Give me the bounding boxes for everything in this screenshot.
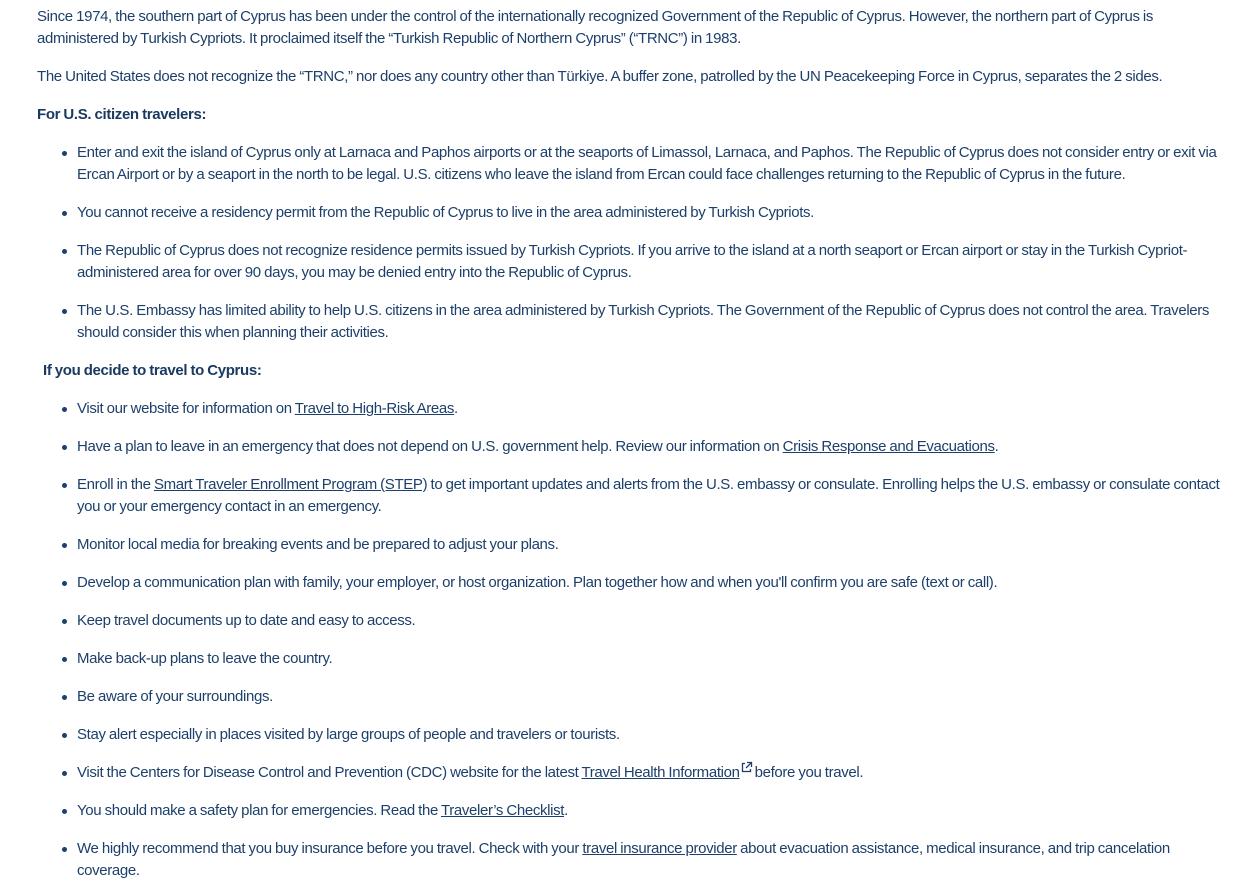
list-item <box>77 398 1229 420</box>
bullet-icon <box>62 151 67 156</box>
list-item <box>77 436 1229 458</box>
list-item <box>77 648 1229 670</box>
list-item-text: The Republic of Cyprus does not recognize residence permits issued by Turkish Cypriots. If you arrive to the island at a north seaport or Ercan airport or stay in the Turkish Cypriot-administered area for over 90 days, you may be denied entry into the Republic of Cyprus. <box>77 242 1188 281</box>
bullet-icon <box>62 407 67 412</box>
intro-paragraph-2: The United States does not recognize the “TRNC,” nor does any country other than Türkiye. A buffer zone, patrolled by the UN Peacekeeping Force in Cyprus, separates the 2 sides. <box>37 68 1163 85</box>
list-item-text: . <box>564 802 568 819</box>
list-item <box>77 142 1229 186</box>
list-item <box>77 240 1229 284</box>
travel-decision-heading: If you decide to travel to Cyprus: <box>43 362 262 379</box>
list-item <box>77 572 1229 594</box>
intro-paragraph-1: Since 1974, the southern part of Cyprus has been under the control of the internationally recognized Government of the Republic of Cyprus. However, the northern part of Cyprus is administered by Turkish Cypriots. It proclaimed itself the “Turkish Republic of Northern Cyprus” (“TRNC”) in 1983. <box>37 8 1154 47</box>
bullet-icon <box>62 581 67 586</box>
high-risk-areas-link[interactable]: Travel to High-Risk Areas <box>294 400 455 417</box>
list-item <box>77 800 1229 822</box>
travelers-checklist-link[interactable]: Traveler’s Checklist <box>440 802 565 819</box>
bullet-icon <box>62 733 67 738</box>
bullet-icon <box>62 543 67 548</box>
list-item <box>77 610 1229 632</box>
bullet-icon <box>62 657 67 662</box>
list-item <box>77 534 1229 556</box>
travel-recommendations-list <box>37 398 1229 882</box>
list-item-text: Visit our website for information on <box>77 400 295 417</box>
list-item <box>77 838 1229 882</box>
list-item-text: Develop a communication plan with family, your employer, or host organization. Plan together how and when you'll confirm you are safe (text or call). <box>77 574 998 591</box>
list-item-text: You should make a safety plan for emergencies. Read the <box>77 802 441 819</box>
list-item <box>77 686 1229 708</box>
travel-insurance-provider-link[interactable]: travel insurance provider <box>582 840 737 857</box>
list-item-text: Make back-up plans to leave the country. <box>77 650 333 667</box>
list-item-text: before you travel. <box>754 764 864 781</box>
list-item-text: Enroll in the <box>77 476 154 493</box>
list-item-text: about evacuation assistance, medical insurance, and trip cancelation coverage. <box>77 840 1170 879</box>
travel-health-information-link[interactable]: Travel Health Information <box>581 764 740 781</box>
list-item-text: Stay alert especially in places visited by large groups of people and travelers or tourists. <box>77 726 620 743</box>
citizen-travelers-list <box>37 142 1229 344</box>
list-item <box>77 202 1229 224</box>
list-item-text: Visit the Centers for Disease Control and Prevention (CDC) website for the latest <box>77 764 582 781</box>
list-item-text: . <box>994 438 999 455</box>
citizen-travelers-heading: For U.S. citizen travelers: <box>37 106 207 123</box>
list-item <box>77 724 1229 746</box>
list-item-text: We highly recommend that you buy insurance before you travel. Check with your <box>77 840 583 857</box>
list-item-text: Enter and exit the island of Cyprus only at Larnaca and Paphos airports or at the seaports of Limassol, Larnaca, and Paphos. The Republic of Cyprus does not consider entry or exit via Ercan Airport or by a seaport in the north to be legal. U.S. citizens who leave the island from Ercan could face challenges returning to the Republic of Cyprus in the future. <box>77 144 1217 183</box>
bullet-icon <box>62 695 67 700</box>
bullet-icon <box>62 211 67 216</box>
bullet-icon <box>62 771 67 776</box>
bullet-icon <box>62 809 67 814</box>
crisis-response-link[interactable]: Crisis Response and Evacuations <box>782 438 995 455</box>
list-item <box>77 762 1229 784</box>
step-enrollment-link[interactable]: Smart Traveler Enrollment Program (STEP) <box>153 476 428 493</box>
list-item-text: Have a plan to leave in an emergency that does not depend on U.S. government help. Review our information on <box>77 438 783 455</box>
list-item-text: . <box>454 400 458 417</box>
list-item <box>77 300 1229 344</box>
bullet-icon <box>62 619 67 624</box>
bullet-icon <box>62 445 67 450</box>
bullet-icon <box>62 309 67 314</box>
bullet-icon <box>62 847 67 852</box>
list-item-text: Be aware of your surroundings. <box>77 688 273 705</box>
list-item-text: to get important updates and alerts from the U.S. embassy or consulate. Enrolling helps the U.S. embassy or consulate contact you or your emergency contact in an emergency. <box>77 476 1220 515</box>
list-item <box>77 474 1229 518</box>
list-item-text: The U.S. Embassy has limited ability to help U.S. citizens in the area administered by Turkish Cypriots. The Government of the Republic of Cyprus does not control the area. Travelers should consider this when planning their activities. <box>77 302 1210 341</box>
list-item-text: Keep travel documents up to date and easy to access. <box>77 612 416 629</box>
list-item-text: Monitor local media for breaking events and be prepared to adjust your plans. <box>77 536 559 553</box>
bullet-icon <box>62 483 67 488</box>
external-link-icon[interactable] <box>740 759 753 781</box>
list-item-text: You cannot receive a residency permit from the Republic of Cyprus to live in the area administered by Turkish Cypriots. <box>77 204 815 221</box>
bullet-icon <box>62 249 67 254</box>
